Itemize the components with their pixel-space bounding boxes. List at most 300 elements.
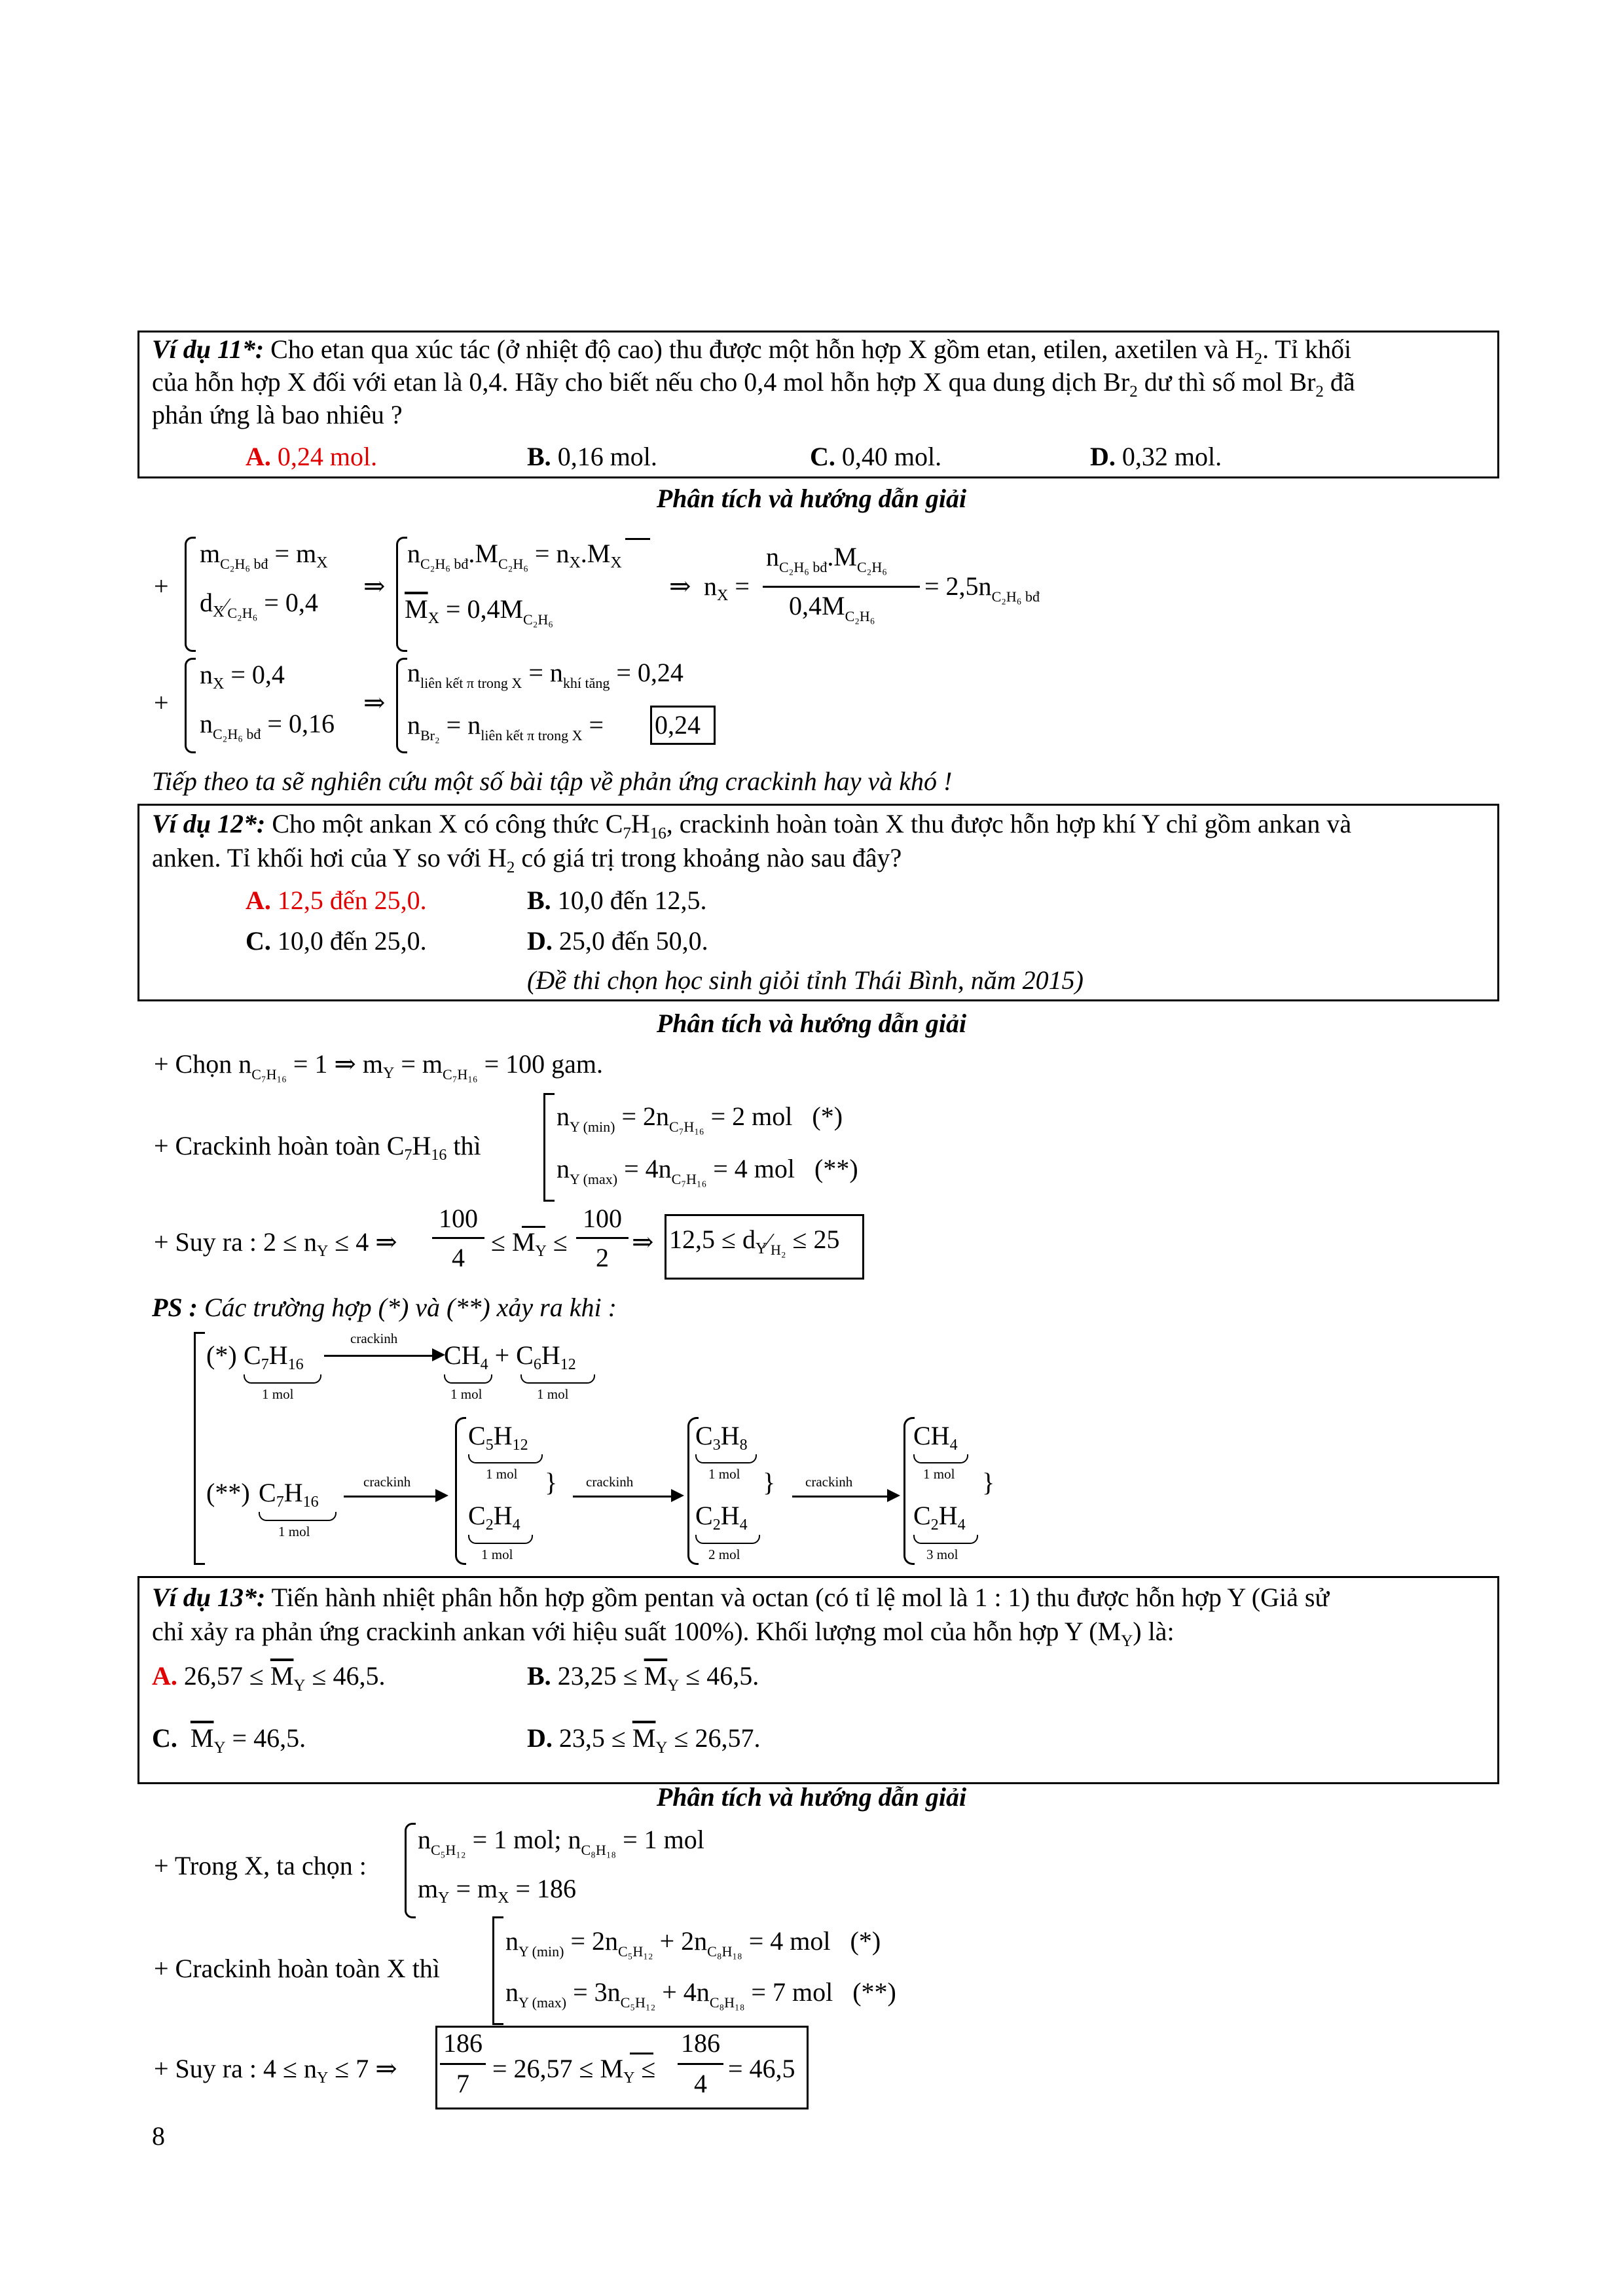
t: = 2n: [621, 1102, 670, 1131]
t: = 2 mol: [710, 1102, 793, 1131]
fraction-line: [432, 1237, 484, 1239]
s: 3: [712, 1437, 721, 1454]
text: 0,32 mol.: [1115, 442, 1222, 471]
sub: 2: [1254, 350, 1263, 368]
t: Tiến hành nhiệt phân hỗn hợp gồm pentan và octan (có tỉ lệ mol là 1 : 1) thu được hỗn hợp Y (Giả sử: [265, 1583, 1330, 1612]
t: CH: [444, 1340, 481, 1370]
option-d: [527, 1721, 760, 1765]
brace: [405, 1823, 416, 1918]
t: + Crackinh hoàn toàn C: [154, 1131, 405, 1160]
t: = m: [274, 539, 317, 568]
t: n: [200, 709, 213, 738]
s: C₂H₆: [498, 556, 528, 572]
option-a: [152, 1659, 385, 1703]
t: + 2n: [659, 1926, 708, 1956]
sol11-result: [924, 569, 1040, 614]
mol-label: 1 mol: [481, 1547, 513, 1562]
s: C₈H₁₈: [707, 1943, 742, 1960]
fraction-num: 100: [439, 1204, 478, 1233]
fraction-den: 4: [452, 1243, 465, 1272]
option-b: [527, 884, 706, 918]
t: = 0,16: [267, 709, 335, 738]
t: = 1 mol: [623, 1825, 704, 1854]
s: Y: [667, 1677, 680, 1695]
t: 12,5 ≤ d: [669, 1225, 756, 1254]
s: Y: [755, 1240, 767, 1257]
mol-label: 1 mol: [923, 1466, 955, 1482]
t: H: [493, 1421, 513, 1450]
s: H₂: [770, 1242, 786, 1258]
arrowhead: [435, 1489, 448, 1502]
label: PS :: [152, 1293, 198, 1322]
fraction-line: [678, 2063, 723, 2065]
t: n: [200, 660, 213, 689]
option-c: [810, 440, 941, 474]
text: 0,24 mol.: [270, 442, 378, 471]
text: của hỗn hợp X đối với etan là 0,4. Hãy cho biết nếu cho 0,4 mol hỗn hợp X qua dung dịch Br: [152, 367, 1130, 397]
s: liên kết π trong X: [481, 727, 583, 744]
overline: [522, 1226, 545, 1228]
s: 2: [930, 1516, 939, 1534]
t: = 3n: [573, 1977, 621, 2007]
option-c: [246, 924, 427, 958]
option-b: [527, 440, 657, 474]
crackinh-label: crackinh: [363, 1474, 411, 1490]
t: C: [913, 1501, 931, 1530]
t: ) là:: [1133, 1617, 1175, 1646]
underbrace: [444, 1374, 492, 1384]
t: m: [200, 539, 221, 568]
s: 4: [957, 1516, 966, 1534]
t: = 0,4M: [445, 594, 524, 624]
t: C: [468, 1421, 486, 1450]
brace-right: }: [982, 1467, 995, 1497]
s: C₂H₆ bđ: [220, 556, 268, 572]
arrow: [573, 1496, 674, 1498]
s: khí tăng: [562, 675, 610, 691]
sol12-line-3: [154, 1225, 397, 1268]
t: n: [766, 542, 779, 571]
s: C₂H₆ bđ: [420, 556, 469, 572]
text: 0,16 mol.: [551, 442, 657, 471]
s: C₂H₆: [523, 611, 553, 628]
t: n: [556, 1102, 570, 1131]
t: 26,57 ≤: [177, 1661, 270, 1691]
t: có giá trị trong khoảng nào sau đây?: [515, 843, 902, 872]
arrow: [344, 1496, 439, 1498]
t: n: [407, 710, 420, 740]
t: C: [468, 1501, 486, 1530]
t: H: [720, 1501, 740, 1530]
t: =: [589, 710, 604, 740]
t: = 0,4: [230, 660, 285, 689]
label: B.: [527, 886, 551, 915]
option-a: [246, 884, 427, 918]
t: = 100 gam.: [484, 1049, 604, 1079]
label: Ví dụ 12*:: [152, 809, 266, 838]
sol11-eq-n1: [407, 537, 622, 581]
t: H: [938, 1501, 958, 1530]
mol-label: 1 mol: [708, 1466, 740, 1482]
t: , crackinh hoàn toàn X thu được hỗn hợp khí Y chỉ gồm ankan và: [666, 809, 1352, 838]
s: Y: [1121, 1632, 1133, 1650]
s: C₅H₁₂: [618, 1943, 653, 1960]
t: H: [268, 1340, 288, 1370]
label: A.: [246, 886, 271, 915]
s: Y (max): [570, 1171, 618, 1187]
t: H: [283, 1478, 303, 1507]
s: Y: [438, 1890, 450, 1907]
sol11-nc2h6: [200, 707, 335, 751]
overline: [625, 538, 650, 540]
t: H: [412, 1131, 431, 1160]
sol12-ymax: [556, 1152, 858, 1196]
sol13-line-1: + Trong X, ta chọn :: [154, 1851, 367, 1880]
t: 12,5 đến 25,0.: [270, 886, 427, 915]
s: Y: [623, 2070, 635, 2087]
t: n: [556, 1154, 570, 1183]
t: = m: [401, 1049, 443, 1079]
s: C₈H₁₈: [581, 1842, 617, 1858]
t: ≤ 46,5.: [305, 1661, 386, 1691]
t: = m: [456, 1874, 498, 1903]
t: n: [407, 658, 420, 687]
t: + Suy ra : 4 ≤ n: [154, 2054, 317, 2083]
s: C₈H₁₈: [709, 1994, 745, 2011]
t: = 4n: [624, 1154, 672, 1183]
label: C.: [810, 442, 835, 471]
text: phản ứng là bao nhiêu ?: [152, 400, 403, 429]
bracket: [492, 1916, 503, 2025]
t: n: [418, 1825, 431, 1854]
label: D.: [527, 926, 553, 956]
t: C: [695, 1501, 713, 1530]
sol12-arrow: ⇒: [632, 1227, 654, 1257]
t: C: [259, 1478, 276, 1507]
t: C: [244, 1340, 261, 1370]
arrowhead: [432, 1348, 445, 1361]
sub: 2: [1129, 383, 1138, 401]
mol-label: 1 mol: [450, 1386, 483, 1402]
example-11-label: Ví dụ 11*:: [152, 334, 264, 364]
solution-heading-13: Phân tích và hướng dẫn giải: [656, 1782, 967, 1812]
underbrace: [259, 1512, 337, 1521]
mol-label: 2 mol: [708, 1547, 740, 1562]
answer-11: 0,24: [655, 710, 701, 740]
t: .M: [827, 542, 857, 571]
t: +: [494, 1340, 510, 1370]
t: = 1 ⇒ m: [293, 1049, 384, 1079]
transition-text: Tiếp theo ta sẽ nghiên cứu một số bài tập về phản ứng crackinh hay và khó !: [152, 766, 953, 796]
underbrace: [520, 1374, 595, 1384]
s: 7: [623, 825, 631, 842]
s: 2: [485, 1516, 494, 1534]
option-b: [527, 1659, 759, 1703]
option-d: [527, 924, 708, 958]
option-a: [246, 440, 377, 474]
t: = 0,24: [616, 658, 684, 687]
fraction-num: 186: [681, 2028, 720, 2058]
s: 7: [404, 1147, 412, 1164]
fraction-den: 4: [694, 2069, 707, 2098]
s: 16: [649, 825, 666, 842]
s: Y (max): [519, 1994, 567, 2011]
s: X: [428, 610, 439, 627]
s: 16: [431, 1147, 447, 1164]
t: n: [407, 539, 420, 568]
mol-label: 1 mol: [537, 1386, 569, 1402]
sol11-arrow-1: ⇒: [363, 571, 386, 601]
t: 23,5 ≤: [552, 1723, 632, 1753]
t: 0,4M: [789, 591, 845, 620]
s: Y: [213, 1739, 226, 1757]
t: H: [541, 1340, 560, 1370]
underbrace: [468, 1535, 533, 1544]
sub: 2: [1315, 383, 1324, 401]
option-d: [1090, 440, 1222, 474]
fraction-line: [576, 1237, 629, 1239]
sol13-n: [418, 1823, 704, 1867]
t: chỉ xảy ra phản ứng crackinh ankan với hiệu suất 100%). Khối lượng mol của hỗn hợp Y (M: [152, 1617, 1122, 1646]
s: C₇H₁₆: [669, 1119, 704, 1135]
t: = 186: [515, 1874, 577, 1903]
label: C.: [152, 1723, 177, 1753]
sol11-eq-m: [200, 537, 328, 581]
t: = n: [446, 710, 481, 740]
text: dư thì số mol Br: [1137, 367, 1316, 397]
crackinh-label: crackinh: [805, 1474, 853, 1490]
t: Cho một ankan X có công thức C: [265, 809, 623, 838]
s: 2: [712, 1516, 721, 1534]
t: ≤ 46,5.: [679, 1661, 759, 1691]
t: $\overline{M}$: [644, 1661, 668, 1691]
text: Cho etan qua xúc tác (ở nhiệt độ cao) thu được một hỗn hợp X gồm etan, etilen, axetilen và H: [264, 334, 1254, 364]
label: B.: [527, 1661, 551, 1691]
sol13-my: [492, 2052, 655, 2095]
t: = 1 mol; n: [472, 1825, 581, 1854]
t: = 2,5n: [924, 571, 992, 601]
example-13-line-2: [152, 1615, 1175, 1659]
s: 4: [739, 1516, 748, 1534]
label: Ví dụ 13*:: [152, 1583, 266, 1612]
s: X: [316, 554, 328, 571]
mol-label: 1 mol: [278, 1524, 310, 1539]
t: d: [200, 588, 213, 617]
exam-source: (Đề thi chọn học sinh giỏi tỉnh Thái Bình, năm 2015): [527, 965, 1084, 995]
sol13-m: [418, 1872, 576, 1915]
t: = n: [528, 658, 563, 687]
s: C₂H₆ bđ: [213, 726, 261, 742]
case-1-label: (*): [206, 1340, 237, 1370]
s: Y: [316, 2070, 329, 2087]
s: Y: [535, 1243, 547, 1260]
sol11-plus-2: +: [154, 688, 169, 717]
fraction-line: [763, 586, 920, 588]
bracket: [194, 1332, 205, 1565]
s: C₂H₆: [856, 559, 887, 575]
t: + Chọn n: [154, 1049, 252, 1079]
t: 23,25 ≤: [551, 1661, 644, 1691]
t: C: [516, 1340, 534, 1370]
sol11-eq-m2: [405, 592, 553, 637]
s: Br₂: [420, 727, 440, 744]
t: = 0,4: [264, 588, 318, 617]
t: ≤ 25: [792, 1225, 840, 1254]
fraction-num: 186: [443, 2028, 483, 2058]
s: Y: [655, 1739, 668, 1757]
s: C₇H₁₆: [443, 1066, 478, 1083]
t: ≤: [553, 1227, 568, 1257]
text: 0,40 mol.: [835, 442, 942, 471]
brace-right: }: [545, 1467, 558, 1497]
s: 4: [949, 1437, 958, 1454]
label: B.: [527, 442, 551, 471]
t: ≤ 7 ⇒: [335, 2054, 397, 2083]
underbrace: [695, 1535, 760, 1544]
t: 10,0 đến 12,5.: [551, 886, 707, 915]
mol-label: 3 mol: [926, 1547, 958, 1562]
sol12-ymin: [556, 1100, 843, 1144]
s: Y: [316, 1243, 329, 1260]
t: (*): [850, 1926, 881, 1956]
s: liên kết π trong X: [420, 675, 522, 691]
t: (**): [852, 1977, 896, 2007]
s: X: [610, 554, 622, 571]
t: = 4 mol: [713, 1154, 795, 1183]
s: C₂H₆: [227, 605, 258, 621]
sol11-npi: [407, 656, 684, 700]
s: 12: [512, 1437, 528, 1454]
sol11-frac-den: [789, 589, 875, 634]
underbrace: [468, 1454, 543, 1463]
s: X: [717, 587, 729, 604]
answer-12: $12,5 \le d_Y⁄_{H_2} \le 25$: [669, 1225, 840, 1258]
brace: [455, 1417, 466, 1565]
t: $\overline{M}$: [632, 1723, 656, 1753]
s: Y: [293, 1677, 306, 1695]
t: CH: [913, 1421, 950, 1450]
s: X: [569, 554, 581, 571]
solution-heading-11: Phân tích và hướng dẫn giải: [656, 484, 967, 513]
t: = 2n: [570, 1926, 619, 1956]
s: X: [213, 675, 225, 692]
text: . Tỉ khối: [1262, 334, 1352, 364]
t: + Suy ra : 2 ≤ n: [154, 1227, 317, 1257]
t: n: [505, 1926, 519, 1956]
t: H: [720, 1421, 740, 1450]
option-c: [152, 1721, 306, 1765]
t: = 4 mol: [748, 1926, 831, 1956]
t: thì: [447, 1131, 481, 1160]
s: Y (min): [519, 1943, 564, 1960]
s: 8: [739, 1437, 748, 1454]
mol-label: 1 mol: [486, 1466, 518, 1482]
arrow: [792, 1496, 890, 1498]
mol-label: 1 mol: [262, 1386, 294, 1402]
s: C₂H₆ bđ: [779, 559, 828, 575]
example-11-line-3: [152, 398, 403, 432]
s: Y (min): [570, 1119, 615, 1135]
label: A.: [246, 442, 271, 471]
sol13-line-3: [154, 2052, 397, 2095]
s: 5: [485, 1437, 494, 1454]
sol11-nx: [704, 569, 750, 613]
sol13-end: = 46,5: [728, 2054, 795, 2083]
sol11-frac-num: [766, 540, 887, 584]
sol12-line-1: [154, 1047, 603, 1092]
t: (*): [812, 1102, 843, 1131]
sol11-eq-d: $d_X⁄_{C_2H_6} = 0,4$: [200, 588, 318, 621]
fraction-line: [440, 2063, 486, 2065]
label: D.: [527, 1723, 553, 1753]
crackinh-label: crackinh: [350, 1331, 398, 1346]
arrow: [324, 1355, 435, 1357]
label: A.: [152, 1661, 177, 1691]
sol11-nx2: [200, 658, 285, 701]
sol13-ymax: [505, 1975, 896, 2020]
t: = n: [534, 539, 570, 568]
brace-right: }: [763, 1467, 776, 1497]
bracket: [543, 1093, 555, 1202]
t: .M: [468, 539, 498, 568]
brace: [185, 658, 196, 753]
sol11-plus-1: +: [154, 571, 169, 601]
t: n: [704, 571, 717, 601]
s: C₇H₁₆: [671, 1171, 707, 1187]
s: C₅H₁₂: [431, 1842, 466, 1858]
sol12-line-2: [154, 1129, 481, 1172]
label: D.: [1090, 442, 1116, 471]
t: ≤ M: [491, 1227, 536, 1257]
s: 7: [261, 1356, 269, 1373]
s: C₂H₆ bđ: [991, 588, 1040, 605]
label: C.: [246, 926, 271, 956]
t: (**): [814, 1154, 858, 1183]
t: = 46,5.: [225, 1723, 306, 1753]
brace: [396, 658, 407, 753]
s: 4: [480, 1356, 488, 1373]
sol13-ymin: [505, 1924, 881, 1969]
underbrace: [913, 1454, 968, 1463]
arrowhead: [671, 1489, 684, 1502]
s: C₇H₁₆: [251, 1066, 287, 1083]
s: Y: [383, 1065, 395, 1082]
example-12-line-2: [152, 841, 902, 885]
underbrace: [913, 1535, 978, 1544]
s: 16: [287, 1356, 304, 1373]
t: m: [418, 1874, 439, 1903]
s: 6: [533, 1356, 541, 1373]
t: 10,0 đến 25,0.: [270, 926, 427, 956]
ps-line: [152, 1291, 617, 1325]
s: X: [498, 1890, 509, 1907]
t: $\overline{M}$: [405, 594, 428, 624]
t: $\overline{M}$: [190, 1723, 214, 1753]
sol13-line-2: + Crackinh hoàn toàn X thì: [154, 1954, 440, 1983]
s: X: [213, 603, 225, 620]
t: Các trường hợp (*) và (**) xảy ra khi :: [198, 1293, 617, 1322]
s: C₅H₁₂: [620, 1994, 656, 2011]
fraction-num: 100: [583, 1204, 622, 1233]
brace: [185, 537, 196, 652]
sol11-arrow-2: ⇒: [669, 571, 691, 601]
t: = 7 mol: [751, 1977, 833, 2007]
page-number: 8: [152, 2121, 165, 2151]
t: C: [695, 1421, 713, 1450]
s: 4: [512, 1516, 520, 1534]
t: .M: [580, 539, 611, 568]
example-13-line-1: [152, 1581, 1329, 1615]
